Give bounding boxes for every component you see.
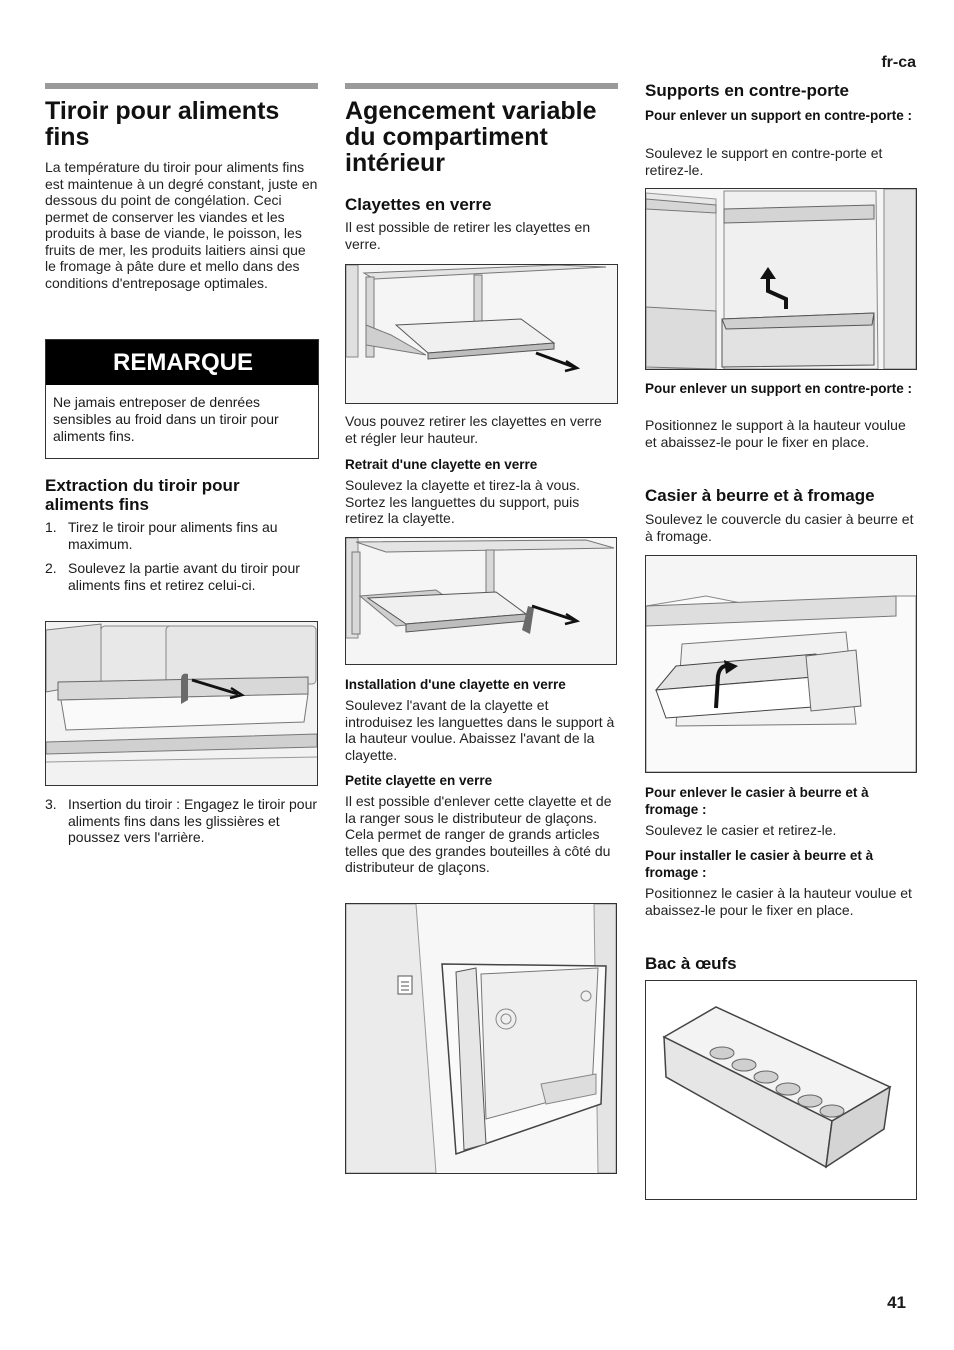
- section-title-tiroir: Tiroir pour aliments fins: [45, 97, 280, 151]
- casier-remove-heading: Pour enlever le casier à beurre et à fromage :: [645, 785, 869, 817]
- bac-heading: Bac à œufs: [645, 954, 737, 973]
- language-code: fr-ca: [881, 54, 916, 71]
- door-shelf-illustration: [645, 188, 917, 370]
- remove2-heading: Pour enlever un support en contre-porte :: [645, 381, 913, 396]
- supports-heading: Supports en contre-porte: [645, 81, 850, 100]
- section-rule: [345, 83, 618, 89]
- remarque-heading: REMARQUE: [46, 340, 318, 385]
- retrait-heading: Retrait d'une clayette en verre: [345, 457, 538, 472]
- drawer-illustration: [45, 621, 318, 786]
- remove1-text: Soulevez le support en contre-porte et retirez-le.: [645, 145, 883, 178]
- list-item: 1. Tirez le tiroir pour aliments fins au maximum.: [45, 519, 278, 552]
- extraction-heading: Extraction du tiroir pour aliments fins: [45, 476, 240, 514]
- section-rule: [45, 83, 318, 89]
- shelf-removal-illustration: [345, 264, 618, 404]
- insertion-step: [45, 796, 318, 854]
- section-title-agencement: Agencement variable du compartiment intérieur: [345, 97, 597, 177]
- clayettes-heading: Clayettes en verre: [345, 195, 492, 214]
- butter-dish-illustration: [645, 555, 917, 773]
- shelf-retrait-illustration: [345, 537, 617, 665]
- remove1-heading: Pour enlever un support en contre-porte :: [645, 108, 913, 123]
- extraction-steps: [45, 519, 318, 601]
- clayettes-text: Vous pouvez retirer les clayettes en verre et régler leur hauteur.: [345, 413, 602, 446]
- casier-remove-text: Soulevez le casier et retirez-le.: [645, 822, 837, 838]
- install-heading: Installation d'une clayette en verre: [345, 677, 566, 692]
- page-number: 41: [887, 1293, 906, 1312]
- small-shelf-illustration: [345, 903, 617, 1174]
- egg-tray-illustration: [645, 980, 917, 1200]
- petite-text: Il est possible d'enlever cette clayette et de la ranger sous le distributeur de glaçons. Cela permet de ranger de grands articles telles que des grandes bouteilles à côté du distributeur de glaçons.: [345, 793, 612, 875]
- list-item: 3. Insertion du tiroir : Engagez le tiroir pour aliments fins dans les glissières et poussez vers l'arrière.: [45, 796, 318, 845]
- remarque-box: [45, 339, 319, 459]
- casier-install-heading: Pour installer le casier à beurre et à fromage :: [645, 848, 874, 880]
- remarque-body: Ne jamais entreposer de denrées sensibles au froid dans un tiroir pour aliments fins.: [53, 394, 279, 444]
- casier-heading: Casier à beurre et à fromage: [645, 486, 875, 505]
- petite-heading: Petite clayette en verre: [345, 773, 493, 788]
- list-item: 2. Soulevez la partie avant du tiroir pour aliments fins et retirez celui-ci.: [45, 560, 300, 593]
- clayettes-intro: Il est possible de retirer les clayettes en verre.: [345, 219, 591, 252]
- retrait-text: Soulevez la clayette et tirez-la à vous. Sortez les languettes du support, puis retirez la clayette.: [345, 477, 581, 526]
- casier-intro: Soulevez le couvercle du casier à beurre et à fromage.: [645, 511, 914, 544]
- tiroir-intro: La température du tiroir pour aliments fins est maintenue à un degré constant, juste en dessous du point de congélation. Ceci permet de conserver les viandes et les produits à base de viande, le poisson, les fruits de mer, les produits laitiers ainsi que le fromage à pâte dure et mello dans des conditions d'entreposage optimales.: [45, 159, 318, 291]
- casier-install-text: Positionnez le casier à la hauteur voulue et abaissez-le pour le fixer en place.: [645, 885, 912, 918]
- install-text: Soulevez l'avant de la clayette et introduisez les languettes dans le support à la hauteur voulue. Abaissez l'avant de la clayette.: [345, 697, 615, 763]
- remove2-text: Positionnez le support à la hauteur voulue et abaissez-le pour le fixer en place.: [645, 417, 906, 450]
